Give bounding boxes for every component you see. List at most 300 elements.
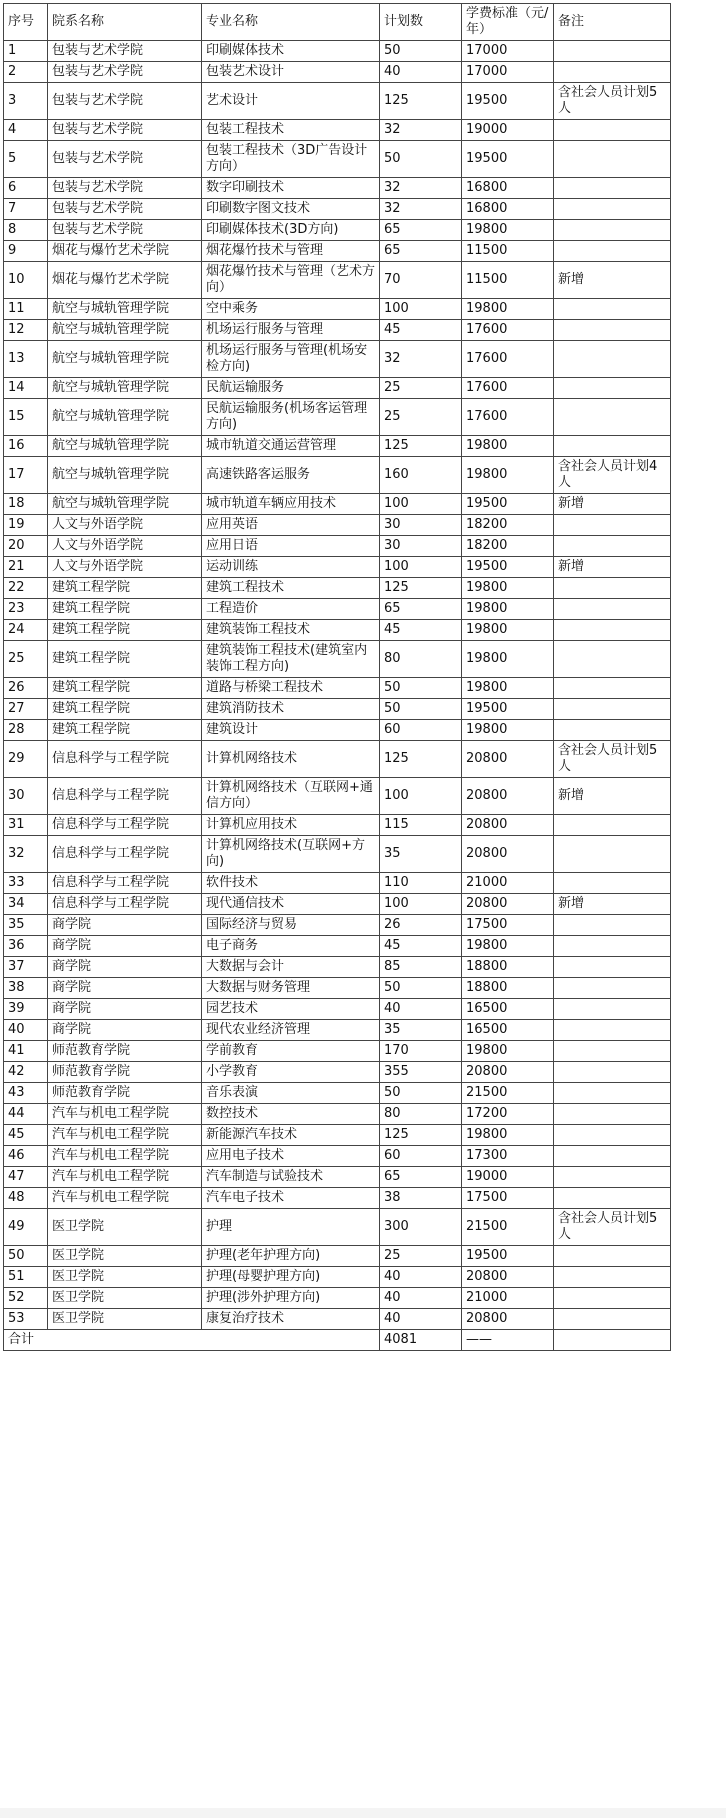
cell-college: 师范教育学院 xyxy=(48,1062,202,1083)
cell-quota: 35 xyxy=(380,836,462,873)
cell-college: 商学院 xyxy=(48,915,202,936)
cell-major: 护理(涉外护理方向) xyxy=(202,1288,380,1309)
cell-quota: 160 xyxy=(380,457,462,494)
table-row xyxy=(4,1104,671,1125)
cell-major: 民航运输服务 xyxy=(202,378,380,399)
cell-seq: 34 xyxy=(4,894,48,915)
cell-quota: 65 xyxy=(380,599,462,620)
cell-quota: 80 xyxy=(380,1104,462,1125)
table-row xyxy=(4,341,671,378)
cell-college: 信息科学与工程学院 xyxy=(48,778,202,815)
cell-college: 航空与城轨管理学院 xyxy=(48,494,202,515)
cell-quota: 40 xyxy=(380,62,462,83)
cell-fee: 17600 xyxy=(462,399,554,436)
cell-quota: 50 xyxy=(380,678,462,699)
cell-remark xyxy=(554,1062,671,1083)
total-fee: —— xyxy=(462,1330,554,1351)
cell-seq: 32 xyxy=(4,836,48,873)
cell-quota: 65 xyxy=(380,220,462,241)
cell-seq: 42 xyxy=(4,1062,48,1083)
cell-college: 汽车与机电工程学院 xyxy=(48,1188,202,1209)
cell-quota: 125 xyxy=(380,741,462,778)
cell-college: 航空与城轨管理学院 xyxy=(48,378,202,399)
cell-seq: 48 xyxy=(4,1188,48,1209)
cell-quota: 100 xyxy=(380,557,462,578)
cell-quota: 85 xyxy=(380,957,462,978)
cell-major: 应用日语 xyxy=(202,536,380,557)
cell-college: 包装与艺术学院 xyxy=(48,83,202,120)
cell-remark: 含社会人员计划5人 xyxy=(554,741,671,778)
cell-remark: 含社会人员计划5人 xyxy=(554,1209,671,1246)
cell-seq: 46 xyxy=(4,1146,48,1167)
cell-remark xyxy=(554,915,671,936)
cell-college: 包装与艺术学院 xyxy=(48,120,202,141)
table-row xyxy=(4,1041,671,1062)
cell-fee: 17500 xyxy=(462,915,554,936)
table-row xyxy=(4,815,671,836)
cell-seq: 4 xyxy=(4,120,48,141)
cell-quota: 45 xyxy=(380,936,462,957)
cell-quota: 125 xyxy=(380,436,462,457)
cell-seq: 53 xyxy=(4,1309,48,1330)
cell-college: 烟花与爆竹艺术学院 xyxy=(48,262,202,299)
cell-major: 护理 xyxy=(202,1209,380,1246)
cell-quota: 80 xyxy=(380,641,462,678)
cell-quota: 125 xyxy=(380,83,462,120)
cell-seq: 36 xyxy=(4,936,48,957)
cell-fee: 19000 xyxy=(462,1167,554,1188)
cell-remark xyxy=(554,836,671,873)
cell-major: 新能源汽车技术 xyxy=(202,1125,380,1146)
cell-remark xyxy=(554,720,671,741)
cell-major: 建筑装饰工程技术 xyxy=(202,620,380,641)
cell-major: 计算机应用技术 xyxy=(202,815,380,836)
cell-college: 航空与城轨管理学院 xyxy=(48,341,202,378)
cell-remark xyxy=(554,1020,671,1041)
cell-college: 信息科学与工程学院 xyxy=(48,873,202,894)
table-row xyxy=(4,720,671,741)
table-row xyxy=(4,494,671,515)
cell-fee: 18800 xyxy=(462,957,554,978)
cell-college: 航空与城轨管理学院 xyxy=(48,399,202,436)
cell-seq: 43 xyxy=(4,1083,48,1104)
cell-quota: 300 xyxy=(380,1209,462,1246)
table-row xyxy=(4,836,671,873)
cell-college: 烟花与爆竹艺术学院 xyxy=(48,241,202,262)
cell-remark: 新增 xyxy=(554,778,671,815)
cell-major: 计算机网络技术 xyxy=(202,741,380,778)
cell-college: 包装与艺术学院 xyxy=(48,141,202,178)
cell-college: 包装与艺术学院 xyxy=(48,178,202,199)
table-row xyxy=(4,199,671,220)
cell-college: 信息科学与工程学院 xyxy=(48,815,202,836)
cell-seq: 9 xyxy=(4,241,48,262)
cell-remark xyxy=(554,873,671,894)
cell-fee: 19800 xyxy=(462,641,554,678)
cell-major: 工程造价 xyxy=(202,599,380,620)
cell-college: 航空与城轨管理学院 xyxy=(48,457,202,494)
table-row xyxy=(4,436,671,457)
cell-major: 烟花爆竹技术与管理（艺术方向） xyxy=(202,262,380,299)
table-row xyxy=(4,620,671,641)
cell-quota: 100 xyxy=(380,494,462,515)
cell-remark xyxy=(554,599,671,620)
cell-quota: 35 xyxy=(380,1020,462,1041)
cell-remark: 含社会人员计划4人 xyxy=(554,457,671,494)
cell-major: 道路与桥梁工程技术 xyxy=(202,678,380,699)
cell-remark xyxy=(554,120,671,141)
cell-major: 空中乘务 xyxy=(202,299,380,320)
cell-remark: 新增 xyxy=(554,557,671,578)
table-row xyxy=(4,678,671,699)
table-row xyxy=(4,957,671,978)
cell-college: 人文与外语学院 xyxy=(48,557,202,578)
cell-major: 数控技术 xyxy=(202,1104,380,1125)
cell-quota: 26 xyxy=(380,915,462,936)
cell-quota: 115 xyxy=(380,815,462,836)
cell-quota: 125 xyxy=(380,1125,462,1146)
table-row xyxy=(4,378,671,399)
cell-quota: 45 xyxy=(380,320,462,341)
table-row xyxy=(4,873,671,894)
header-remark: 备注 xyxy=(554,4,671,41)
cell-quota: 60 xyxy=(380,1146,462,1167)
cell-college: 汽车与机电工程学院 xyxy=(48,1125,202,1146)
cell-major: 护理(老年护理方向) xyxy=(202,1246,380,1267)
cell-major: 现代通信技术 xyxy=(202,894,380,915)
cell-fee: 20800 xyxy=(462,836,554,873)
cell-major: 建筑消防技术 xyxy=(202,699,380,720)
cell-fee: 19800 xyxy=(462,1041,554,1062)
cell-fee: 16500 xyxy=(462,1020,554,1041)
cell-major: 护理(母婴护理方向) xyxy=(202,1267,380,1288)
cell-seq: 24 xyxy=(4,620,48,641)
cell-seq: 7 xyxy=(4,199,48,220)
cell-remark: 新增 xyxy=(554,494,671,515)
cell-college: 医卫学院 xyxy=(48,1288,202,1309)
cell-seq: 13 xyxy=(4,341,48,378)
cell-remark xyxy=(554,1041,671,1062)
table-row xyxy=(4,262,671,299)
cell-college: 医卫学院 xyxy=(48,1267,202,1288)
cell-college: 商学院 xyxy=(48,978,202,999)
cell-college: 航空与城轨管理学院 xyxy=(48,299,202,320)
cell-remark xyxy=(554,178,671,199)
table-row xyxy=(4,1146,671,1167)
cell-quota: 32 xyxy=(380,120,462,141)
cell-remark xyxy=(554,1267,671,1288)
cell-major: 机场运行服务与管理(机场安检方向) xyxy=(202,341,380,378)
cell-fee: 19800 xyxy=(462,936,554,957)
table-row xyxy=(4,1083,671,1104)
cell-seq: 21 xyxy=(4,557,48,578)
cell-major: 汽车电子技术 xyxy=(202,1188,380,1209)
cell-quota: 30 xyxy=(380,536,462,557)
cell-remark xyxy=(554,515,671,536)
cell-remark xyxy=(554,678,671,699)
cell-remark: 新增 xyxy=(554,262,671,299)
cell-remark xyxy=(554,299,671,320)
table-row xyxy=(4,241,671,262)
cell-major: 国际经济与贸易 xyxy=(202,915,380,936)
table-row xyxy=(4,120,671,141)
cell-fee: 20800 xyxy=(462,1062,554,1083)
cell-seq: 41 xyxy=(4,1041,48,1062)
table-row xyxy=(4,320,671,341)
cell-seq: 18 xyxy=(4,494,48,515)
cell-fee: 20800 xyxy=(462,741,554,778)
cell-remark xyxy=(554,1246,671,1267)
cell-college: 信息科学与工程学院 xyxy=(48,741,202,778)
cell-fee: 19500 xyxy=(462,699,554,720)
cell-quota: 32 xyxy=(380,178,462,199)
table-row xyxy=(4,178,671,199)
cell-seq: 44 xyxy=(4,1104,48,1125)
cell-fee: 21500 xyxy=(462,1083,554,1104)
cell-seq: 29 xyxy=(4,741,48,778)
cell-fee: 19800 xyxy=(462,299,554,320)
cell-fee: 19800 xyxy=(462,599,554,620)
cell-seq: 10 xyxy=(4,262,48,299)
table-row xyxy=(4,699,671,720)
cell-remark xyxy=(554,320,671,341)
cell-seq: 49 xyxy=(4,1209,48,1246)
cell-remark xyxy=(554,1146,671,1167)
cell-remark xyxy=(554,41,671,62)
table-body xyxy=(4,41,671,1330)
table-row xyxy=(4,557,671,578)
cell-fee: 16500 xyxy=(462,999,554,1020)
cell-quota: 100 xyxy=(380,894,462,915)
cell-major: 小学教育 xyxy=(202,1062,380,1083)
cell-quota: 100 xyxy=(380,778,462,815)
cell-quota: 170 xyxy=(380,1041,462,1062)
cell-seq: 14 xyxy=(4,378,48,399)
cell-fee: 20800 xyxy=(462,894,554,915)
cell-seq: 37 xyxy=(4,957,48,978)
cell-college: 信息科学与工程学院 xyxy=(48,836,202,873)
cell-major: 运动训练 xyxy=(202,557,380,578)
table-row xyxy=(4,220,671,241)
table-row xyxy=(4,978,671,999)
cell-fee: 19800 xyxy=(462,436,554,457)
cell-seq: 30 xyxy=(4,778,48,815)
table-row xyxy=(4,1288,671,1309)
header-fee: 学费标准（元/年） xyxy=(462,4,554,41)
cell-major: 计算机网络技术（互联网+通信方向） xyxy=(202,778,380,815)
table-row xyxy=(4,1309,671,1330)
cell-college: 建筑工程学院 xyxy=(48,699,202,720)
cell-college: 医卫学院 xyxy=(48,1309,202,1330)
cell-college: 信息科学与工程学院 xyxy=(48,894,202,915)
table-row xyxy=(4,1020,671,1041)
cell-remark xyxy=(554,378,671,399)
cell-remark xyxy=(554,436,671,457)
cell-seq: 6 xyxy=(4,178,48,199)
cell-major: 建筑设计 xyxy=(202,720,380,741)
cell-college: 汽车与机电工程学院 xyxy=(48,1146,202,1167)
cell-quota: 65 xyxy=(380,1167,462,1188)
cell-remark xyxy=(554,62,671,83)
cell-quota: 32 xyxy=(380,341,462,378)
cell-remark xyxy=(554,578,671,599)
cell-major: 应用电子技术 xyxy=(202,1146,380,1167)
cell-fee: 17200 xyxy=(462,1104,554,1125)
table-row xyxy=(4,1209,671,1246)
cell-college: 汽车与机电工程学院 xyxy=(48,1104,202,1125)
cell-remark xyxy=(554,1288,671,1309)
cell-fee: 19800 xyxy=(462,720,554,741)
cell-fee: 19800 xyxy=(462,1125,554,1146)
cell-seq: 22 xyxy=(4,578,48,599)
cell-remark xyxy=(554,699,671,720)
table-row xyxy=(4,399,671,436)
cell-fee: 17000 xyxy=(462,62,554,83)
cell-major: 现代农业经济管理 xyxy=(202,1020,380,1041)
cell-major: 数字印刷技术 xyxy=(202,178,380,199)
cell-remark xyxy=(554,641,671,678)
cell-fee: 20800 xyxy=(462,778,554,815)
cell-quota: 45 xyxy=(380,620,462,641)
cell-major: 包装工程技术（3D广告设计方向） xyxy=(202,141,380,178)
cell-seq: 1 xyxy=(4,41,48,62)
cell-fee: 18200 xyxy=(462,515,554,536)
cell-college: 建筑工程学院 xyxy=(48,720,202,741)
cell-remark xyxy=(554,999,671,1020)
cell-seq: 47 xyxy=(4,1167,48,1188)
cell-fee: 21500 xyxy=(462,1209,554,1246)
cell-seq: 11 xyxy=(4,299,48,320)
cell-remark xyxy=(554,815,671,836)
cell-major: 建筑装饰工程技术(建筑室内装饰工程方向) xyxy=(202,641,380,678)
table-row xyxy=(4,641,671,678)
table-row xyxy=(4,83,671,120)
table-row xyxy=(4,1188,671,1209)
cell-seq: 20 xyxy=(4,536,48,557)
cell-college: 医卫学院 xyxy=(48,1246,202,1267)
cell-fee: 21000 xyxy=(462,873,554,894)
cell-quota: 65 xyxy=(380,241,462,262)
cell-college: 医卫学院 xyxy=(48,1209,202,1246)
cell-seq: 39 xyxy=(4,999,48,1020)
cell-remark xyxy=(554,1309,671,1330)
table-row xyxy=(4,578,671,599)
cell-major: 建筑工程技术 xyxy=(202,578,380,599)
cell-college: 商学院 xyxy=(48,999,202,1020)
cell-remark xyxy=(554,536,671,557)
cell-seq: 26 xyxy=(4,678,48,699)
cell-quota: 38 xyxy=(380,1188,462,1209)
cell-fee: 19000 xyxy=(462,120,554,141)
cell-remark xyxy=(554,1104,671,1125)
cell-major: 软件技术 xyxy=(202,873,380,894)
cell-seq: 40 xyxy=(4,1020,48,1041)
cell-fee: 19800 xyxy=(462,578,554,599)
cell-college: 建筑工程学院 xyxy=(48,641,202,678)
cell-major: 汽车制造与试验技术 xyxy=(202,1167,380,1188)
table-row xyxy=(4,141,671,178)
cell-seq: 3 xyxy=(4,83,48,120)
cell-major: 包装艺术设计 xyxy=(202,62,380,83)
table-row xyxy=(4,62,671,83)
cell-quota: 60 xyxy=(380,720,462,741)
cell-fee: 11500 xyxy=(462,241,554,262)
table-row xyxy=(4,1125,671,1146)
cell-quota: 50 xyxy=(380,978,462,999)
cell-seq: 31 xyxy=(4,815,48,836)
table-row xyxy=(4,915,671,936)
cell-quota: 32 xyxy=(380,199,462,220)
table-row xyxy=(4,457,671,494)
cell-fee: 20800 xyxy=(462,815,554,836)
cell-quota: 40 xyxy=(380,1288,462,1309)
cell-seq: 15 xyxy=(4,399,48,436)
table-row xyxy=(4,1062,671,1083)
total-row xyxy=(4,1330,671,1351)
total-label: 合计 xyxy=(4,1330,380,1351)
table-row xyxy=(4,999,671,1020)
cell-seq: 35 xyxy=(4,915,48,936)
cell-major: 艺术设计 xyxy=(202,83,380,120)
table-row xyxy=(4,1167,671,1188)
cell-quota: 25 xyxy=(380,1246,462,1267)
cell-college: 师范教育学院 xyxy=(48,1083,202,1104)
cell-major: 应用英语 xyxy=(202,515,380,536)
page-bottom-strip xyxy=(0,1808,726,1818)
cell-remark xyxy=(554,1188,671,1209)
cell-major: 康复治疗技术 xyxy=(202,1309,380,1330)
total-remark xyxy=(554,1330,671,1351)
cell-college: 包装与艺术学院 xyxy=(48,220,202,241)
cell-quota: 40 xyxy=(380,1309,462,1330)
table-row xyxy=(4,515,671,536)
cell-seq: 51 xyxy=(4,1267,48,1288)
cell-fee: 17600 xyxy=(462,341,554,378)
cell-fee: 20800 xyxy=(462,1309,554,1330)
cell-fee: 18800 xyxy=(462,978,554,999)
cell-remark xyxy=(554,957,671,978)
table-row xyxy=(4,1246,671,1267)
cell-seq: 8 xyxy=(4,220,48,241)
cell-major: 机场运行服务与管理 xyxy=(202,320,380,341)
cell-college: 航空与城轨管理学院 xyxy=(48,436,202,457)
cell-college: 包装与艺术学院 xyxy=(48,199,202,220)
cell-major: 民航运输服务(机场客运管理方向) xyxy=(202,399,380,436)
table-row xyxy=(4,741,671,778)
table-row xyxy=(4,599,671,620)
cell-major: 印刷数字图文技术 xyxy=(202,199,380,220)
cell-college: 人文与外语学院 xyxy=(48,515,202,536)
cell-major: 高速铁路客运服务 xyxy=(202,457,380,494)
cell-quota: 25 xyxy=(380,399,462,436)
header-college: 院系名称 xyxy=(48,4,202,41)
cell-fee: 18200 xyxy=(462,536,554,557)
cell-remark xyxy=(554,341,671,378)
table-row xyxy=(4,1267,671,1288)
cell-college: 建筑工程学院 xyxy=(48,678,202,699)
cell-major: 城市轨道车辆应用技术 xyxy=(202,494,380,515)
cell-major: 大数据与财务管理 xyxy=(202,978,380,999)
cell-major: 大数据与会计 xyxy=(202,957,380,978)
cell-college: 建筑工程学院 xyxy=(48,620,202,641)
cell-college: 商学院 xyxy=(48,1020,202,1041)
cell-fee: 16800 xyxy=(462,178,554,199)
cell-quota: 50 xyxy=(380,699,462,720)
cell-quota: 100 xyxy=(380,299,462,320)
cell-college: 人文与外语学院 xyxy=(48,536,202,557)
cell-fee: 19500 xyxy=(462,83,554,120)
cell-quota: 110 xyxy=(380,873,462,894)
